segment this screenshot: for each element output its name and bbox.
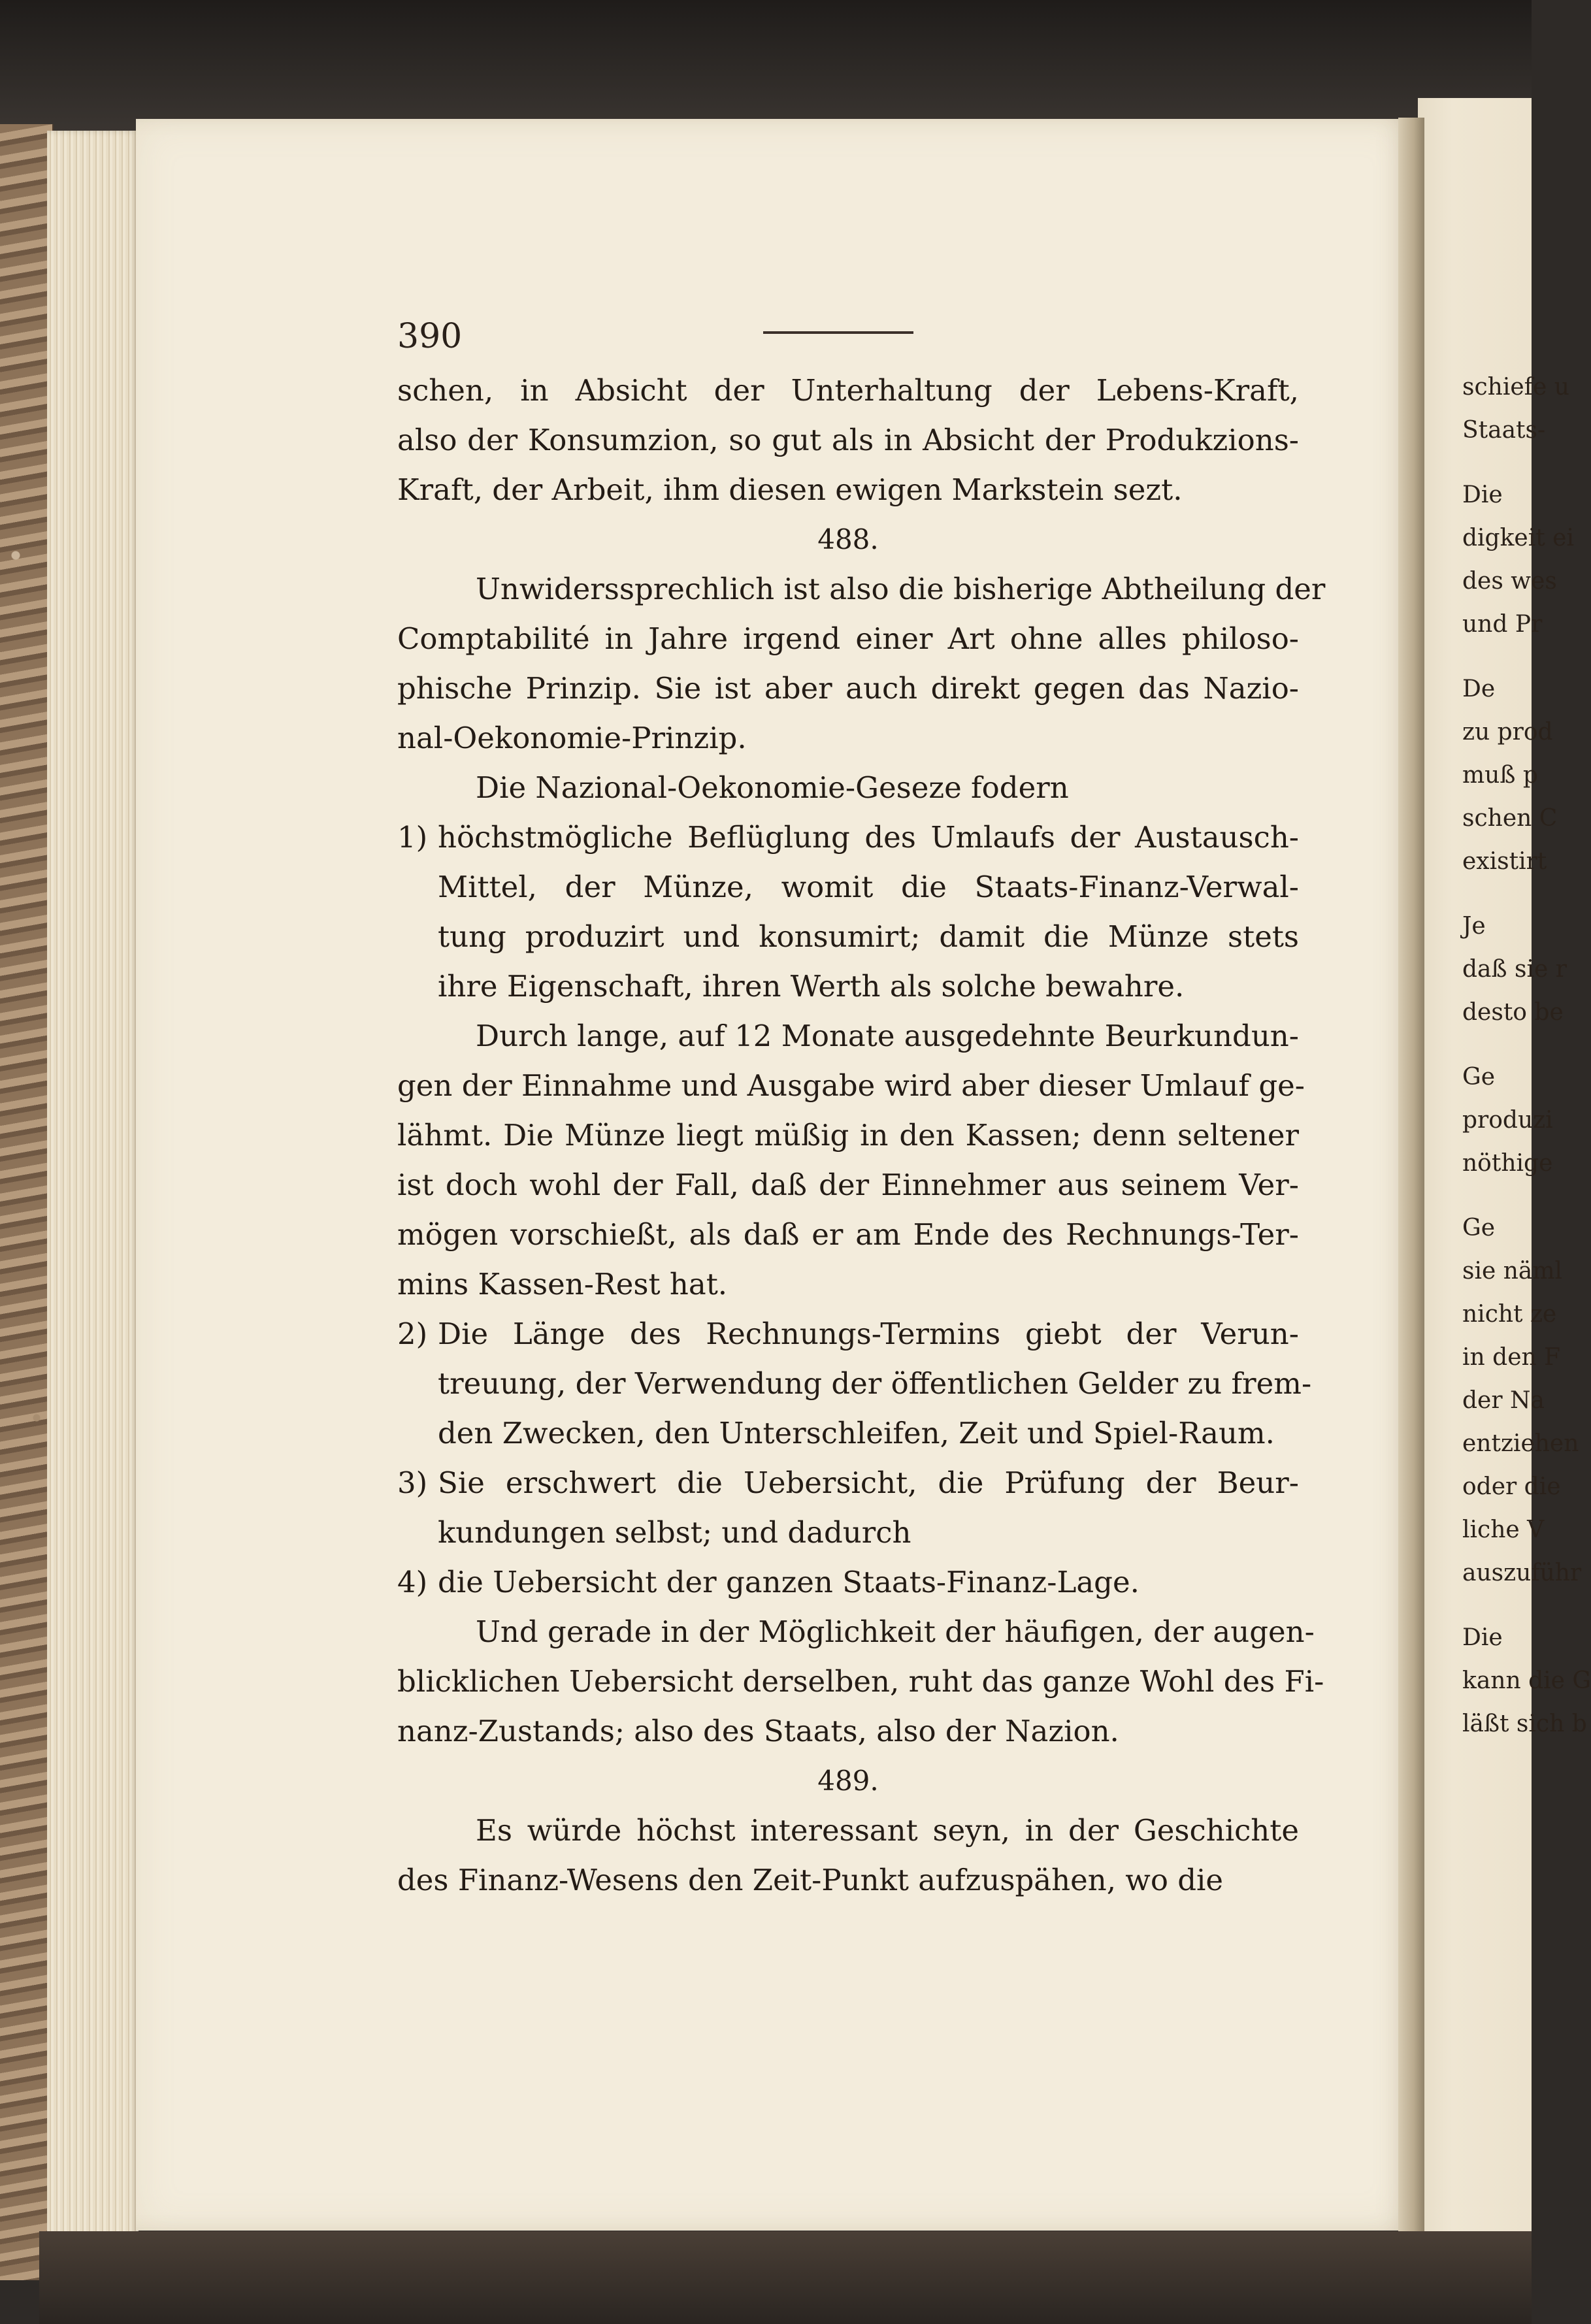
page-body xyxy=(397,366,1326,1905)
facing-page-line: des wes xyxy=(1462,568,1557,595)
facing-page-line: Staats- xyxy=(1462,417,1546,444)
list-item-number: 3) xyxy=(397,1465,428,1500)
text-line: nanz-Zustands; also des Staats, also der Nazion. xyxy=(397,1714,1119,1748)
section-number: 488. xyxy=(817,523,879,555)
text-line: Die Nazional-Oekonomie-Geseze fodern xyxy=(476,770,1069,805)
text-line: Unwiderssprechlich ist also die bisherige Abtheilung der xyxy=(476,572,1326,606)
facing-page-line: Die xyxy=(1462,1624,1503,1651)
facing-page-line: Ge xyxy=(1462,1215,1496,1241)
list-item-line: tung produzirt und konsumirt; damit die Münze stets xyxy=(438,919,1299,954)
list-item-number: 2) xyxy=(397,1317,428,1351)
list-item-line: treuung, der Verwendung der öffentlichen Gelder zu frem- xyxy=(438,1366,1312,1401)
list-item-text: die Uebersicht der ganzen Staats-Finanz-Lage. xyxy=(438,1565,1140,1599)
list-item-number: 4) xyxy=(397,1565,428,1599)
list-item-line xyxy=(397,1458,1299,1508)
book-cover-edge xyxy=(0,124,54,2280)
text-line: Durch lange, auf 12 Monate ausgedehnte Beurkundun- xyxy=(476,1019,1299,1053)
facing-page-gap xyxy=(1462,452,1532,474)
text-line: Comptabilité in Jahre irgend einer Art ohne alles philoso- xyxy=(397,621,1299,656)
facing-page-line: schen C xyxy=(1462,805,1558,832)
facing-page-line: in den F xyxy=(1462,1344,1561,1371)
facing-page-gap xyxy=(1462,646,1532,668)
list-item-line: ihre Eigenschaft, ihren Werth als solche bewahre. xyxy=(438,969,1185,1004)
book-gutter xyxy=(1398,118,1424,2241)
facing-page-line: läßt sich b xyxy=(1462,1710,1587,1737)
facing-page-line: oder die xyxy=(1462,1473,1561,1500)
facing-page-line: daß sie r xyxy=(1462,956,1567,983)
facing-page-line: Die xyxy=(1462,482,1503,508)
facing-page-line: sie näml xyxy=(1462,1258,1563,1285)
facing-page-line: liche V xyxy=(1462,1516,1545,1543)
list-item-line xyxy=(397,1558,1299,1607)
list-item-line xyxy=(397,813,1299,862)
facing-page-line: produzi xyxy=(1462,1107,1553,1134)
facing-page-gap xyxy=(1462,883,1532,905)
text-line: nal-Oekonomie-Prinzip. xyxy=(397,721,747,755)
facing-page-line: Ge xyxy=(1462,1064,1496,1090)
text-line: Und gerade in der Möglichkeit der häufigen, der augen- xyxy=(476,1614,1315,1649)
text-line: mins Kassen-Rest hat. xyxy=(397,1267,728,1301)
text-line: mögen vorschießt, als daß er am Ende des Rechnungs-Ter- xyxy=(397,1217,1299,1252)
list-item-line: den Zwecken, den Unterschleifen, Zeit und Spiel-Raum. xyxy=(438,1416,1275,1450)
text-line: phische Prinzip. Sie ist aber auch direkt gegen das Nazio- xyxy=(397,671,1299,706)
facing-page-gap xyxy=(1462,1185,1532,1207)
text-line: blicklichen Uebersicht derselben, ruht das ganze Wohl des Fi- xyxy=(397,1664,1324,1699)
text-line: lähmt. Die Münze liegt müßig in den Kassen; denn seltener xyxy=(397,1118,1299,1153)
list-item-line: kundungen selbst; und dadurch xyxy=(438,1515,911,1550)
text-line: gen der Einnahme und Ausgabe wird aber dieser Umlauf ge- xyxy=(397,1068,1305,1103)
page-number: 390 xyxy=(397,317,463,356)
list-item-line: Mittel, der Münze, womit die Staats-Finanz-Verwal- xyxy=(438,870,1299,904)
list-item-text: höchstmögliche Beflüglung des Umlaufs der Austausch- xyxy=(438,820,1299,855)
facing-page-text xyxy=(1462,366,1591,1746)
facing-page-line: muß p xyxy=(1462,762,1538,789)
facing-page-gap xyxy=(1462,1034,1532,1056)
facing-page-line: desto be xyxy=(1462,999,1564,1026)
text-line: Kraft, der Arbeit, ihm diesen ewigen Markstein sezt. xyxy=(397,472,1183,507)
facing-page-line: nicht ze xyxy=(1462,1301,1557,1328)
section-number: 489. xyxy=(817,1765,879,1797)
facing-page-line: der Na xyxy=(1462,1387,1545,1414)
text-line: ist doch wohl der Fall, daß der Einnehmer aus seinem Ver- xyxy=(397,1168,1299,1202)
header-rule xyxy=(763,331,913,334)
facing-page-line: schiefe u xyxy=(1462,374,1569,401)
page-header xyxy=(397,317,1299,363)
backdrop xyxy=(0,0,1532,131)
list-item-number: 1) xyxy=(397,820,428,855)
text-line: Es würde höchst interessant seyn, in der Geschichte xyxy=(476,1813,1299,1848)
facing-page-line: und Pr xyxy=(1462,611,1543,638)
facing-page-line: zu prod xyxy=(1462,719,1553,745)
page-edges xyxy=(47,131,139,2241)
text-line: des Finanz-Wesens den Zeit-Punkt aufzuspähen, wo die xyxy=(397,1863,1224,1897)
facing-page-line: digkeit ei xyxy=(1462,525,1574,551)
facing-page-line: Je xyxy=(1462,913,1486,940)
list-item-line xyxy=(397,1309,1299,1359)
facing-page-gap xyxy=(1462,1595,1532,1616)
text-line: also der Konsumzion, so gut als in Absicht der Produkzions- xyxy=(397,423,1299,457)
facing-page-line: entziehen xyxy=(1462,1430,1579,1457)
facing-page-line: De xyxy=(1462,676,1496,702)
facing-page-line: kann die G xyxy=(1462,1667,1591,1694)
list-item-text: Sie erschwert die Uebersicht, die Prüfung der Beur- xyxy=(438,1465,1299,1500)
facing-page-line: auszuführ xyxy=(1462,1560,1582,1586)
facing-page-line: nöthige xyxy=(1462,1150,1553,1177)
table-surface xyxy=(39,2231,1532,2324)
list-item-text: Die Länge des Rechnungs-Termins giebt der Verun- xyxy=(438,1317,1299,1351)
facing-page-line: existirt xyxy=(1462,848,1547,875)
text-line: schen, in Absicht der Unterhaltung der Lebens-Kraft, xyxy=(397,373,1299,408)
